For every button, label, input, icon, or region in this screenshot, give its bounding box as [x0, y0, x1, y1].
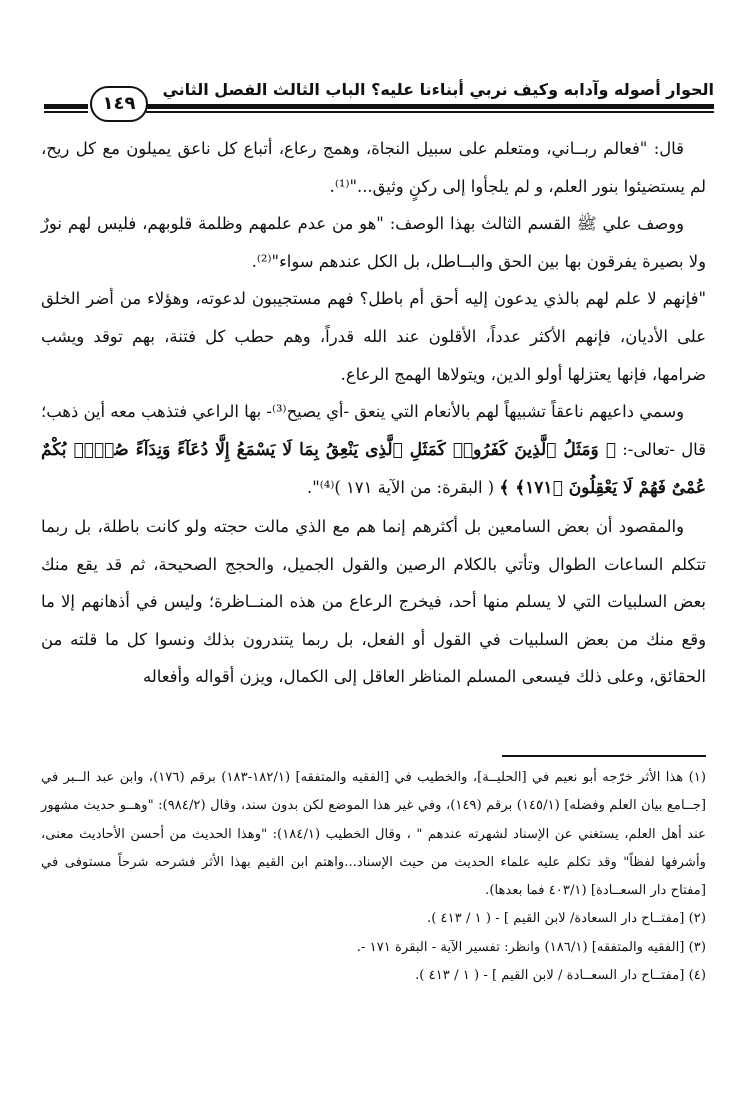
paragraph-2: ووصف علي ﷺ القسم الثالث بهذا الوصف: "هو من عدم علمهم وظلمة قلوبهم، فليس لهم نورٌ ولا بصيرة يفرقون بها بين الحق والبــاطل، بل الكل عندهم سواء"⁽²⁾. — [41, 214, 706, 271]
footnote-separator — [502, 755, 706, 757]
header-rule-left-thin — [44, 111, 88, 113]
footnotes — [41, 764, 706, 990]
paragraph-3: "فإنهم لا علم لهم بالذي يدعون إليه أحق أم باطل؟ فهم مستجيبون لدعوته، وهؤلاء من أضر الخلق على الأديان، فإنهم الأكثر عدداً، الأقلون عند الله قدراً، وهم حطب كل فتنة، بهم توقد ويشب ضرامها، فإنها يعتزلها أولو الدين، ويتولاها الهمج الرعاع. — [41, 289, 706, 384]
verse-reference: ( البقرة: من الآية ١٧١ )⁽⁴⁾". — [307, 478, 495, 498]
header-rule-left — [44, 104, 88, 109]
paragraph-4-intro: وسمي داعيهم ناعقاً تشبيهاً لهم بالأنعام التي ينعق -أي يصيح⁽³⁾- بها الراعي فتذهب معه أين ذهب؛ قال -تعالى-: — [41, 402, 706, 459]
header-rule — [146, 104, 714, 109]
header-rule-thin — [146, 111, 714, 113]
main-text — [41, 130, 706, 696]
running-header — [44, 78, 714, 122]
footnote-3: (٣) [الفقيه والمتفقه] (١٨٦/١) وانظر: تفسير الآية - البقرة ١٧١ -. — [356, 939, 706, 955]
footnote-1: (١) هذا الأثر خرّجه أبو نعيم في [الحليــة]، والخطيب في [الفقيه والمتفقه] (١٨٢/١-١٨٣) برقم (١٧٦)، وابن عبد الــبر في [جــامع بيان العلم وفضله] (١٤٥/١) برقم (١٤٩)، وفي غير هذا الموضع لكن بدون سند، وقال (٩٨٤/٢): "وهــو حديث مشهور عند أهل العلم، يستغني عن الإسناد لشهرته عندهم " ، وقال الخطيب (١٨٤/١): "وهذا الحديث من أحسن الأحاديث معنى، وأشرفها لفظاً" وقد تكلم عليه علماء الحديث من حيث الإسناد...واهتم ابن القيم بهذا الأثر فشرحه شرحاً مستوفى في [مفتاح دار السعــادة] (٤٠٣/١ فما بعدها). — [41, 770, 707, 899]
page-number: ١٤٩ — [90, 86, 148, 122]
footnote-4: (٤) [مفتــاح دار السعــادة / لابن القيم ] - ( ١ / ٤١٣ ). — [415, 968, 706, 984]
quran-verse: ﴿ وَمَثَلُ ٱلَّذِينَ كَفَرُوا۟ كَمَثَلِ ٱلَّذِى يَنْعِقُ بِمَا لَا يَسْمَعُ إِلَّا دُعَآءً وَنِدَآءً صُمٌّۢ بُكْمٌ عُمْىٌ فَهُمْ لَا يَعْقِلُونَ ﴿١٧١﴾ ﴾ — [41, 439, 706, 499]
header-title: الحوار أصوله وآدابه وكيف نربي أبناءنا عليه؟ الباب الثالث الفصل الثاني — [162, 80, 714, 99]
paragraph-5: والمقصود أن بعض السامعين بل أكثرهم إنما هم مع الذي مالت حجته ولو كانت باطلة، بل ربما تتكلم الساعات الطوال وتأتي بالكلام الرصين والقول الجميل، والحجج الصحيحة، ثم قد يقع منك بعض السلبيات التي لا يسلم منها أحد، فيخرج الرعاع من هذه المنــاظرة؛ وليس في أذهانهم إلا ما وقع منك من بعض السلبيات في القول أو الفعل، بل ربما يتندرون بذلك ونسوا كل ما قلته من الحقائق، وعلى ذلك فيسعى المسلم المناظر العاقل إلى الكمال، ويزن أقواله وأفعاله — [41, 516, 706, 687]
paragraph-1: قال: "فعالم ربــاني، ومتعلم على سبيل النجاة، وهمج رعاع، أتباع كل ناعق يميلون مع كل ريح، لم يستضيئوا بنور العلم، و لم يلجأوا إلى ركنٍ وثيق..."⁽¹⁾. — [41, 139, 706, 196]
paragraph-4 — [41, 393, 706, 508]
footnote-2: (٢) [مفتــاح دار السعادة/ لابن القيم ] - ( ١ / ٤١٣ ). — [427, 911, 706, 927]
